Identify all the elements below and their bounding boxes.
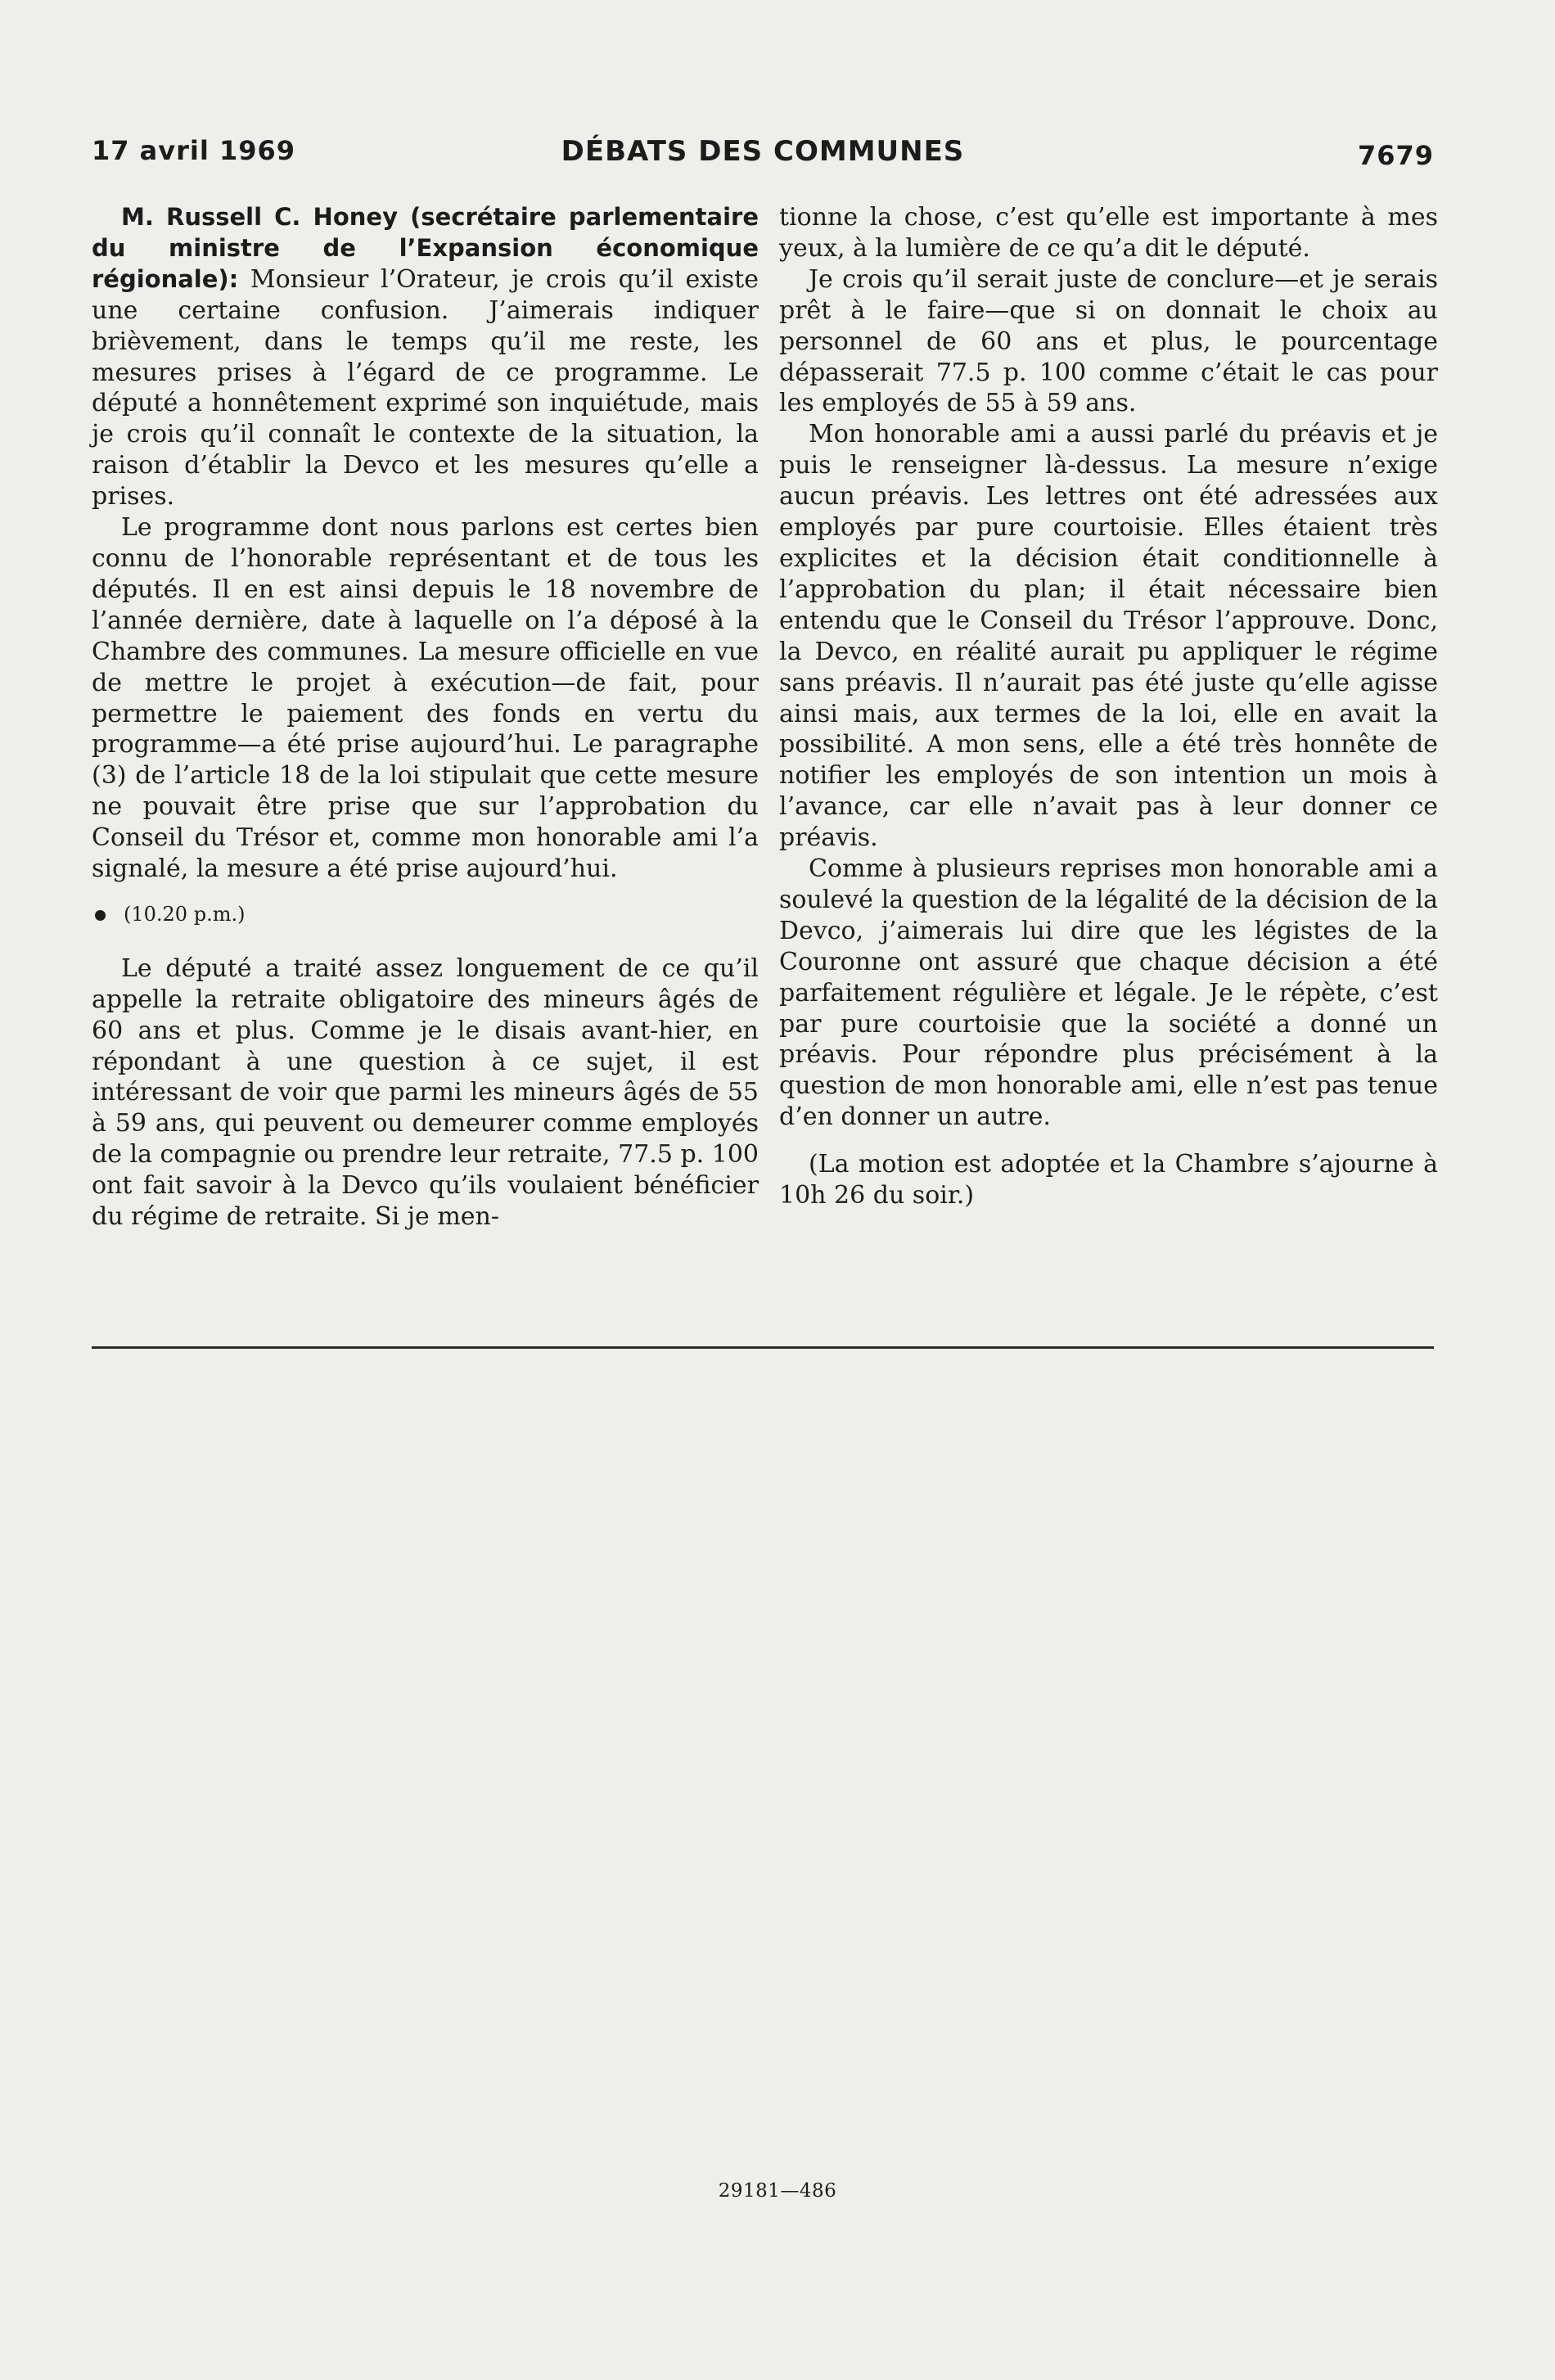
speaker-name: M. Russell C. Honey (secrétaire parlementaire du ministre de l’Expansion économique régionale): <box>92 203 759 293</box>
left-column <box>92 202 759 1233</box>
paragraph-speech-opening <box>92 202 759 512</box>
section-divider <box>92 1346 1434 1349</box>
right-column <box>779 202 1438 1211</box>
time-marker <box>92 899 759 931</box>
paragraph: Je crois qu’il serait juste de conclure—et je serais prêt à le faire—que si on donnait le choix au personnel de 60 ans et plus, le pourcentage dépasserait 77.5 p. 100 comme c’était le cas pour les employés de 55 à 59 ans. <box>779 264 1438 418</box>
bullet-dot-icon <box>95 910 106 921</box>
time-marker-text: (10.20 p.m.) <box>124 902 246 926</box>
footer-code: 29181—486 <box>718 2180 837 2202</box>
page-number: 7679 <box>1357 140 1434 171</box>
page-header <box>92 135 1434 176</box>
paragraph: Comme à plusieurs reprises mon honorable ami a soulevé la question de la légalité de la décision de la Devco, j’aimerais lui dire que les légistes de la Couronne ont assuré que chaque décision a été parfaitement régulière et légale. Je le répète, c’est par pure courtoisie que la société a donné un préavis. Pour répondre plus précisément à la question de mon honorable ami, elle n’est pas tenue d’en donner un autre. <box>779 854 1438 1132</box>
header-date: 17 avril 1969 <box>92 135 296 166</box>
header-title: DÉBATS DES COMMUNES <box>561 135 965 168</box>
paragraph-continued: tionne la chose, c’est qu’elle est importante à mes yeux, à la lumière de ce qu’a dit le député. <box>779 203 1438 263</box>
paragraph: Le député a traité assez longuement de ce qu’il appelle la retraite obligatoire des mineurs âgés de 60 ans et plus. Comme je le disais avant-hier, en répondant à une question à ce sujet, il est intéressant de voir que parmi les mineurs âgés de 55 à 59 ans, qui peuvent ou demeurer comme employés de la compagnie ou prendre leur retraite, 77.5 p. 100 ont fait savoir à la Devco qu’ils voulaient bénéficier du régime de retraite. Si je men- <box>92 953 759 1232</box>
paragraph: Mon honorable ami a aussi parlé du préavis et je puis le renseigner là-dessus. La mesure n’exige aucun préavis. Les lettres ont été adressées aux employés par pure courtoisie. Elles étaient très explicites et la décision était conditionnelle à l’approbation du plan; il était nécessaire bien entendu que le Conseil du Trésor l’approuve. Donc, la Devco, en réalité aurait pu appliquer le régime sans préavis. Il n’aurait pas été juste qu’elle agisse ainsi mais, aux termes de la loi, elle en avait la possibilité. A mon sens, elle a été très honnête de notifier les employés de son intention un mois à l’avance, car elle n’avait pas à leur donner ce préavis. <box>779 420 1438 853</box>
paragraph: Le programme dont nous parlons est certes bien connu de l’honorable représentant et de tous les députés. Il en est ainsi depuis le 18 novembre de l’année dernière, date à laquelle on l’a déposé à la Chambre des communes. La mesure officielle en vue de mettre le projet à exécution—de fait, pour permettre le paiement des fonds en vertu du programme—a été prise aujourd’hui. Le paragraphe (3) de l’article 18 de la loi stipulait que cette mesure ne pouvait être prise que sur l’approbation du Conseil du Trésor et, comme mon honorable ami l’a signalé, la mesure a été prise aujourd’hui. <box>92 513 759 884</box>
motion-note: (La motion est adoptée et la Chambre s’ajourne à 10h 26 du soir.) <box>779 1150 1438 1210</box>
paragraph-text: Monsieur l’Orateur, je crois qu’il existe une certaine confusion. J’aimerais indiquer brièvement, dans le temps qu’il me reste, les mesures prises à l’égard de ce programme. Le député a honnêtement exprimé son inquiétude, mais je crois qu’il connaît le contexte de la situation, la raison d’établir la Devco et les mesures qu’elle a prises. <box>92 264 759 512</box>
